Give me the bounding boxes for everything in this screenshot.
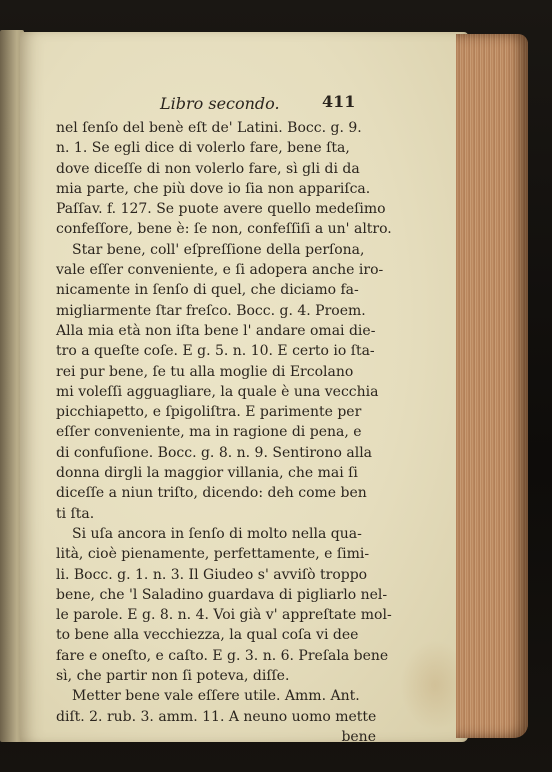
text-line: vale eſſer conveniente, e ſi adopera anche iro- xyxy=(56,262,384,279)
text-line: sì, che partir non ſi poteva, diſſe. xyxy=(56,668,290,685)
text-line: confeſſore, bene è: ſe non, confeſſiſi a un' altro. xyxy=(56,221,392,238)
text-line: donna dirgli la maggior villania, che mai ſi xyxy=(56,465,358,482)
page-number: 411 xyxy=(322,92,356,111)
text-line: bene, che 'l Saladino guardava di pigliarlo nel- xyxy=(56,586,388,603)
text-line: rei pur bene, ſe tu alla moglie di Ercolano xyxy=(56,363,354,380)
text-line: picchiapetto, e ſpigoliſtra. E parimente per xyxy=(56,404,362,421)
text-line: Alla mia età non iſta bene l' andare omai die- xyxy=(56,322,376,339)
text-line: eſſer conveniente, ma in ragione di pena, e xyxy=(56,424,362,441)
text-line: Si uſa ancora in ſenſo di molto nella qua- xyxy=(72,525,362,542)
text-line: le parole. E g. 8. n. 4. Voi già v' appreſtate mol- xyxy=(56,607,392,624)
text-line: diſt. 2. rub. 3. amm. 11. A neuno uomo mette xyxy=(56,708,377,725)
text-line: mi voleſſi agguagliare, la quale è una vecchia xyxy=(56,383,379,400)
text-line: n. 1. Se egli dice di volerlo fare, bene ſta, xyxy=(56,140,350,157)
page-header xyxy=(160,94,360,118)
running-head: Libro secondo. xyxy=(160,94,280,113)
text-line: to bene alla vecchiezza, la qual coſa vi dee xyxy=(56,627,359,644)
text-line: migliarmente ſtar freſco. Bocc. g. 4. Proem. xyxy=(56,302,366,319)
text-line: Star bene, coll' eſpreſſione della perſona, xyxy=(72,241,365,258)
page-fore-edge xyxy=(456,34,528,738)
text-line: nicamente in ſenſo di quel, che diciamo fa- xyxy=(56,282,359,299)
text-line: Metter bene vale eſſere utile. Amm. Ant. xyxy=(72,688,360,705)
text-line: fare e oneſto, e caſto. E g. 3. n. 6. Preſala bene xyxy=(56,647,389,664)
text-line: Paſſav. f. 127. Se puote avere quello medeſimo xyxy=(56,201,386,218)
text-line: tro a queſte coſe. E g. 5. n. 10. E certo io ſta- xyxy=(56,343,375,360)
text-line: dove diceſſe di non volerlo fare, sì gli di da xyxy=(56,160,360,177)
body-text xyxy=(56,118,392,747)
text-line: nel ſenſo del benè eſt de' Latini. Bocc. g. 9. xyxy=(56,120,362,136)
text-line: mia parte, che più dove io ſia non appariſca. xyxy=(56,180,371,197)
text-line: ti ſta. xyxy=(56,505,95,522)
text-line: di confuſione. Bocc. g. 8. n. 9. Sentirono alla xyxy=(56,444,373,461)
catchword: bene xyxy=(341,728,376,745)
text-line: li. Bocc. g. 1. n. 3. Il Giudeo s' avviſò troppo xyxy=(56,566,368,583)
text-line: diceſſe a niun triſto, dicendo: deh come ben xyxy=(56,485,367,502)
text-line: lità, cioè pienamente, perfettamente, e ſimi- xyxy=(56,546,370,563)
